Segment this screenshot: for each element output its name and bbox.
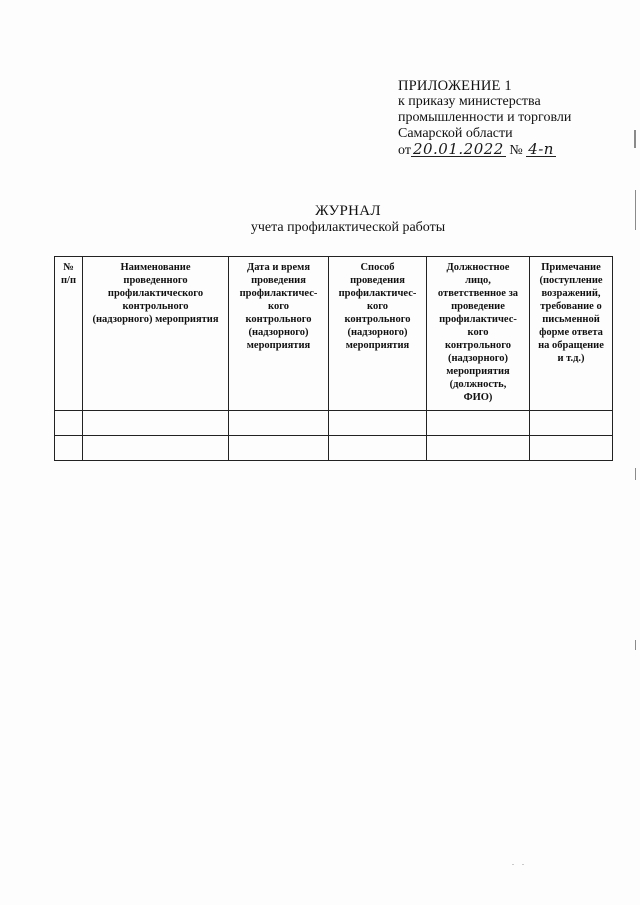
date-prefix: от bbox=[398, 143, 411, 158]
table-cell bbox=[427, 411, 530, 436]
column-header-label: Дата и время проведения профилактичес- кого контрольного (надзорного) мероприятия bbox=[239, 262, 318, 351]
table-cell bbox=[329, 436, 427, 461]
journal-title: ЖУРНАЛ bbox=[315, 203, 381, 219]
order-number-handwritten: 4-п bbox=[528, 140, 554, 158]
number-prefix: № bbox=[509, 143, 523, 158]
table-row bbox=[55, 411, 613, 436]
appendix-title: ПРИЛОЖЕНИЕ 1 bbox=[398, 78, 512, 94]
column-header-date-time bbox=[229, 257, 329, 411]
table-cell bbox=[83, 436, 229, 461]
order-date-number bbox=[398, 142, 628, 160]
table-cell bbox=[427, 436, 530, 461]
journal-subtitle: учета профилактической работы bbox=[250, 220, 446, 235]
appendix-line-2: промышленности и торговли bbox=[398, 110, 572, 125]
column-header-event-name bbox=[83, 257, 229, 411]
column-header-label: № п/п bbox=[60, 262, 77, 286]
table-cell bbox=[55, 436, 83, 461]
appendix-line-3: Самарской области bbox=[398, 126, 513, 141]
scan-edge-mark bbox=[635, 640, 636, 650]
column-header-note bbox=[530, 257, 613, 411]
column-header-label: Должностное лицо, ответственное за проведение профилактичес- кого контрольного (надзорного) мероприятия (должность, ФИО) bbox=[437, 262, 519, 403]
column-header-label: Примечание (поступление возражений, требование о письменной форме ответа на обращение и т.д.) bbox=[538, 262, 604, 364]
table-cell bbox=[229, 436, 329, 461]
scan-speckles: . . bbox=[512, 858, 527, 867]
appendix-block bbox=[398, 78, 628, 160]
journal-table bbox=[54, 256, 613, 461]
order-date-handwritten: 20.01.2022 bbox=[412, 140, 504, 158]
table-header-row bbox=[55, 257, 613, 411]
table-cell bbox=[329, 411, 427, 436]
table-cell bbox=[530, 411, 613, 436]
scan-edge-mark bbox=[634, 130, 636, 148]
appendix-line-1: к приказу министерства bbox=[398, 94, 541, 109]
column-header-method bbox=[329, 257, 427, 411]
table-cell bbox=[83, 411, 229, 436]
table-row bbox=[55, 436, 613, 461]
column-header-number bbox=[55, 257, 83, 411]
table-cell bbox=[55, 411, 83, 436]
table-cell bbox=[229, 411, 329, 436]
table-cell bbox=[530, 436, 613, 461]
column-header-official bbox=[427, 257, 530, 411]
column-header-label: Наименование проведенного профилактического контрольного (надзорного) мероприятия bbox=[92, 262, 219, 325]
scan-edge-mark bbox=[635, 468, 636, 480]
column-header-label: Способ проведения профилактичес- кого контрольного (надзорного) мероприятия bbox=[338, 262, 417, 351]
